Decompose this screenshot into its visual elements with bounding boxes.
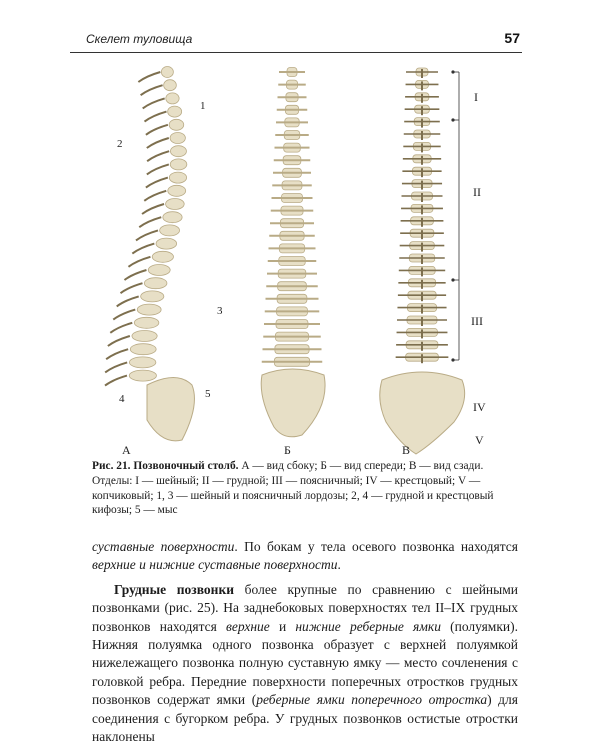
panel-label-b: Б: [284, 443, 291, 457]
region-label-coccygeal: V: [475, 433, 484, 447]
vertebra-side: [134, 317, 159, 328]
vertebra-side: [163, 212, 182, 223]
vertebra-side: [156, 238, 177, 249]
term-transverse-costal-fossae: реберные ямки поперечного отростка: [256, 692, 488, 708]
vertebra-side: [141, 291, 164, 302]
figure-caption: [92, 459, 516, 518]
spinous-process: [105, 376, 127, 386]
term-thoracic-vertebrae: Грудные позвонки: [114, 581, 234, 597]
spinous-process: [138, 72, 160, 82]
spine-figure: [92, 60, 522, 460]
vertebra-side: [129, 357, 156, 368]
panel-label-v: В: [402, 443, 411, 457]
vertebra-side: [164, 80, 177, 91]
region-dot: [451, 278, 454, 281]
vertebra-side: [166, 93, 179, 104]
p1-end: .: [337, 557, 341, 573]
callout-5: 5: [205, 388, 211, 400]
region-dot: [451, 118, 454, 121]
body-text: [92, 538, 518, 746]
paragraph-1: [92, 538, 518, 575]
p2-text-4: ) для соединения с бугорком ребра. У грудных позвонков остистые отростки наклонены: [92, 692, 518, 745]
vertebra-side: [170, 133, 185, 144]
callout-2: 2: [117, 138, 123, 150]
vertebra-side: [137, 304, 161, 315]
sacrum-back: [380, 372, 465, 454]
spinous-process: [132, 244, 154, 254]
p2-text-3: (полуямки). Нижняя полуямка одного позвонка образует с верхней полуямкой нижележащего позвонка полную суставную ямку — место сочленения с головкой ребра. Передние поверхности поперечных отростков грудных позвонков содержат ямки (: [92, 618, 518, 708]
vertebra-side: [169, 119, 184, 130]
caption-text: А — вид сбоку; Б — вид спереди; В — вид сзади. Отделы: I — шейный; II — грудной; III — поясничный; IV — крестцовый; V — копчиковый; 1, 3 — шейный и поясничный лордозы; 2, 4 — грудной и крестцовый кифозы; 5 — мыс: [92, 460, 494, 517]
panel-label-a: А: [122, 443, 131, 457]
running-header: [70, 30, 522, 53]
region-label-sacral: IV: [473, 400, 486, 414]
spinous-process: [142, 204, 164, 214]
spinous-process: [144, 112, 166, 122]
callout-1: 1: [200, 100, 206, 112]
page-number: 57: [504, 30, 520, 46]
vertebra-side: [129, 370, 156, 381]
region-label-thoracic: II: [473, 185, 481, 199]
region-dot: [451, 358, 454, 361]
vertebra-side: [144, 278, 167, 289]
spinous-process: [141, 85, 163, 95]
spinous-process: [117, 296, 139, 306]
p2-text-1: более крупные по сравнению с шейными позвонками (рис. 25). На заднебоковых поверхностях тел II–IX грудных позвонков находятся: [92, 581, 518, 634]
spinous-process: [110, 323, 132, 333]
vertebra-side: [166, 199, 185, 210]
vertebra-side: [152, 251, 173, 262]
spinous-process: [146, 125, 168, 135]
term-upper: верхние: [226, 618, 270, 634]
vertebra-side: [132, 331, 157, 342]
sacrum-front: [261, 369, 325, 437]
region-label-lumbar: III: [471, 314, 483, 328]
spinous-process: [120, 283, 142, 293]
spinous-process: [105, 362, 127, 372]
term-lower-costal-fossae: нижние реберные ямки: [295, 618, 441, 634]
spinous-process: [139, 217, 161, 227]
p2-text-2: и: [269, 618, 296, 634]
vertebra-side: [160, 225, 180, 236]
vertebra-side: [170, 146, 186, 157]
spinous-process: [124, 270, 146, 280]
section-title: Скелет туловища: [86, 32, 193, 46]
region-dot: [451, 70, 454, 73]
term-articular-surfaces: суставные поверхности: [92, 539, 235, 554]
p1-text: . По бокам у тела осевого позвонка находятся: [234, 539, 518, 554]
spinous-process: [144, 191, 166, 201]
spinous-process: [147, 138, 169, 148]
caption-label: Рис. 21. Позвоночный столб.: [92, 460, 239, 472]
region-label-cervical: I: [474, 90, 478, 104]
vertebra-side: [168, 106, 182, 117]
spinous-process: [143, 98, 165, 108]
spinous-process: [136, 230, 158, 240]
spine-illustration: [92, 60, 522, 460]
paragraph-2: [92, 581, 518, 747]
vertebra-side: [130, 344, 156, 355]
vertebra-side: [148, 265, 170, 276]
vertebra-side: [161, 67, 173, 78]
spinous-process: [147, 151, 169, 161]
spinous-process: [147, 164, 169, 174]
vertebra-side: [170, 159, 187, 170]
spinous-process: [128, 257, 150, 267]
spinous-process: [113, 310, 135, 320]
spinous-process: [108, 336, 130, 346]
vertebra-side: [169, 172, 186, 183]
sacrum-side: [147, 378, 194, 441]
term-upper-lower-surfaces: верхние и нижние суставные поверхности: [92, 557, 338, 573]
callout-3: 3: [217, 305, 223, 317]
spinous-process: [146, 178, 168, 188]
spinous-process: [106, 349, 128, 359]
callout-4: 4: [119, 393, 125, 405]
vertebra-side: [168, 185, 186, 196]
